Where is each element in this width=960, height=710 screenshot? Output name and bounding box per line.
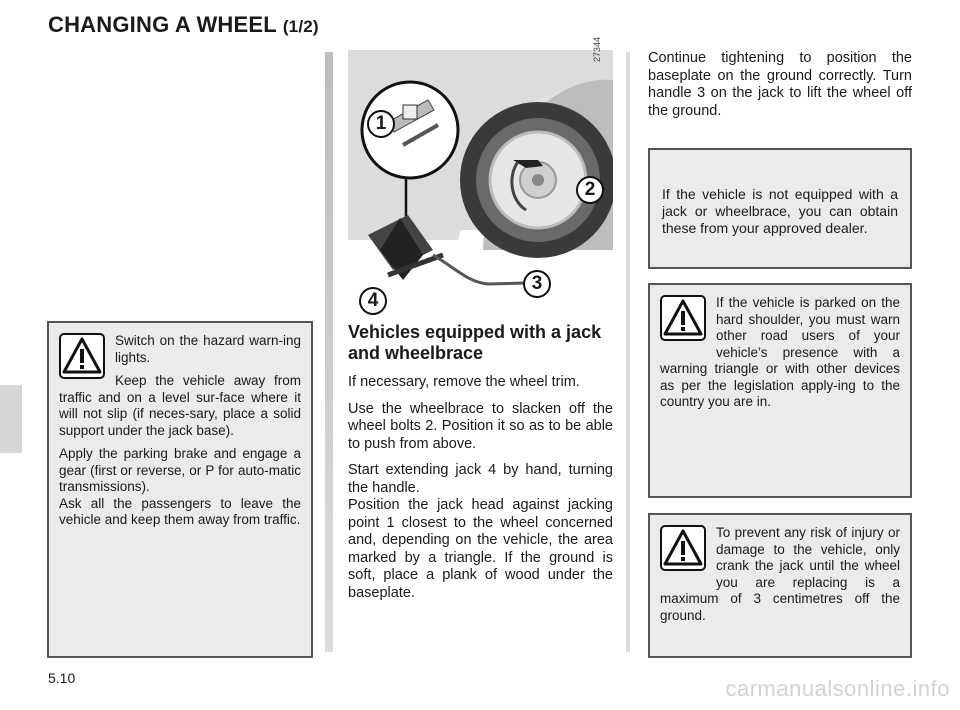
warning-paragraph-3: Apply the parking brake and engage a gear (first or reverse, or P for auto-matic transmissions).	[59, 446, 301, 494]
middle-paragraph-2: Use the wheelbrace to slacken off the wheel bolts 2. Position it so as to be able to push from above.	[348, 400, 613, 452]
middle-body	[348, 374, 613, 602]
warning-paragraph-2: Keep the vehicle away from traffic and on a level sur-face where it will not slip (if neces-sary, place a solid support under the jack base).	[59, 373, 301, 438]
callout-2: 2	[576, 176, 604, 204]
warning-paragraph-4: Ask all the passengers to leave the vehicle and keep them away from traffic.	[59, 495, 301, 527]
section-heading: Vehicles equipped with a jack and wheelbrace	[348, 322, 602, 363]
warning-triangle-icon	[660, 295, 706, 341]
callout-3: 3	[523, 270, 551, 298]
middle-section	[348, 322, 613, 611]
middle-paragraph-1: If necessary, remove the wheel trim.	[348, 374, 580, 390]
page-title	[48, 12, 319, 38]
warning-triangle-icon	[660, 525, 706, 571]
wheel-jack-figure	[348, 50, 613, 315]
warning-triangle-icon	[59, 333, 105, 379]
warning-box-jack-height	[648, 513, 912, 658]
info-note-box	[648, 148, 912, 269]
page-title-sub: (1/2)	[282, 17, 319, 36]
info-note-text: If the vehicle is not equipped with a jack or wheelbrace, you can obtain these from your approved dealer.	[662, 186, 898, 236]
watermark: carmanualsonline.info	[725, 676, 950, 701]
column-divider-left	[325, 52, 333, 652]
right-top-paragraph: Continue tightening to position the baseplate on the ground correctly. Turn handle 3 on the jack to lift the wheel off the ground.	[648, 50, 912, 119]
column-divider-right	[626, 52, 630, 652]
figure-code: 27344	[592, 36, 602, 62]
callout-1: 1	[367, 110, 395, 138]
warning-box-safety	[47, 321, 313, 658]
page-title-main: CHANGING A WHEEL	[48, 12, 277, 37]
page-number: 5.10	[48, 670, 76, 686]
warning-hard-shoulder-text: If the vehicle is parked on the hard shoulder, you must warn other road users of your vehicle’s presence with a warning triangle or with other devices as per the legislation apply-ing to the country you are in.	[660, 295, 900, 409]
warning-jack-height-text: To prevent any risk of injury or damage to the vehicle, only crank the jack until the wheel you are replacing is a maximum of 3 centimetres off the ground.	[660, 525, 900, 623]
wheel-jack-illustration	[348, 50, 613, 315]
warning-box-hard-shoulder	[648, 283, 912, 498]
warning-paragraph-1: Switch on the hazard warn-ing lights.	[115, 333, 301, 365]
middle-paragraph-4: Position the jack head against jacking point 1 closest to the wheel concerned and, depending on the vehicle, the area marked by a triangle. If the ground is soft, place a plank of wood under the baseplate.	[348, 497, 613, 601]
middle-paragraph-3: Start extending jack 4 by hand, turning the handle.	[348, 462, 613, 496]
chapter-tab	[0, 385, 22, 453]
callout-4: 4	[359, 287, 387, 315]
